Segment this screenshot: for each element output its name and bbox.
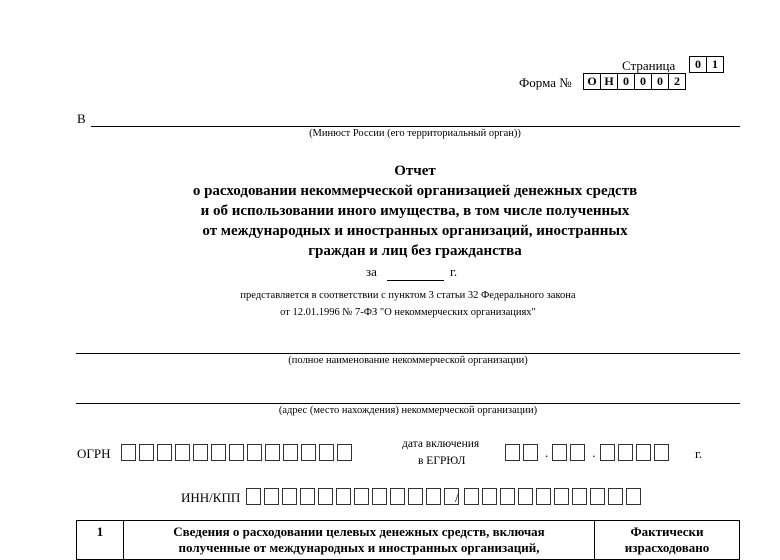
col-description-line: полученные от международных и иностранных организаций, <box>178 540 540 555</box>
page-digit: 1 <box>706 56 724 73</box>
col-description <box>124 521 595 560</box>
egrul-year-suffix: г. <box>695 446 703 461</box>
org-address-field[interactable] <box>76 403 740 404</box>
page-label: Страница <box>622 58 676 73</box>
col-description-line: Сведения о расходовании целевых денежных средств, включая <box>173 524 545 539</box>
title-line: Отчет <box>394 163 436 179</box>
form-digit: О <box>583 73 601 90</box>
title-line: граждан и лиц без гражданства <box>308 243 522 259</box>
form-number-cells <box>584 73 686 90</box>
form-digit: 0 <box>617 73 635 90</box>
ogrn-label: ОГРН <box>77 446 111 461</box>
org-name-field[interactable] <box>76 353 740 354</box>
basis-line: представляется в соответствии с пунктом 3 статьи 32 Федерального закона <box>240 290 576 301</box>
egrul-date-field[interactable] <box>505 444 672 461</box>
col-actual-line: израсходовано <box>624 540 710 555</box>
form-number-label: Форма № <box>519 75 572 90</box>
page-digit: 0 <box>689 56 707 73</box>
title-line: от международных и иностранных организаций, иностранных <box>202 223 628 239</box>
basis-line: от 12.01.1996 № 7-ФЗ "О некоммерческих организациях" <box>280 307 536 318</box>
org-address-caption: (адрес (место нахождения) некоммерческой организации) <box>278 405 538 416</box>
col-number: 1 <box>77 521 124 560</box>
org-name-caption: (полное наименование некоммерческой организации) <box>288 355 528 366</box>
addressee-line[interactable] <box>91 126 740 127</box>
expenses-table <box>76 520 740 560</box>
date-separator: . <box>545 444 549 460</box>
col-actual-line: Фактически <box>630 524 704 539</box>
egrul-date-label-line1: дата включения <box>402 438 480 450</box>
inn-kpp-label: ИНН/КПП <box>181 490 241 505</box>
inn-field[interactable] <box>246 488 462 505</box>
period-suffix: г. <box>450 264 458 279</box>
title-line: о расходовании некоммерческой организацией денежных средств <box>192 183 638 199</box>
period-prefix: за <box>366 264 377 279</box>
form-digit: 0 <box>651 73 669 90</box>
ogrn-field[interactable] <box>121 444 355 461</box>
addressee-caption: (Минюст России (его территориальный орган)) <box>309 128 521 139</box>
title-line: и об использовании иного имущества, в том числе полученных <box>200 203 630 219</box>
form-digit: 2 <box>668 73 686 90</box>
col-actual-spent <box>595 521 740 560</box>
inn-kpp-separator: / <box>455 490 459 505</box>
page-number-cells <box>690 56 724 73</box>
period-year-field[interactable] <box>387 280 444 281</box>
form-digit: Н <box>600 73 618 90</box>
report-title <box>90 161 740 261</box>
date-separator: . <box>592 444 596 460</box>
addressee-prefix: В <box>77 111 86 126</box>
table-header-row <box>77 521 740 560</box>
kpp-field[interactable] <box>464 488 644 505</box>
egrul-date-label-line2: в ЕГРЮЛ <box>418 455 466 467</box>
form-digit: 0 <box>634 73 652 90</box>
